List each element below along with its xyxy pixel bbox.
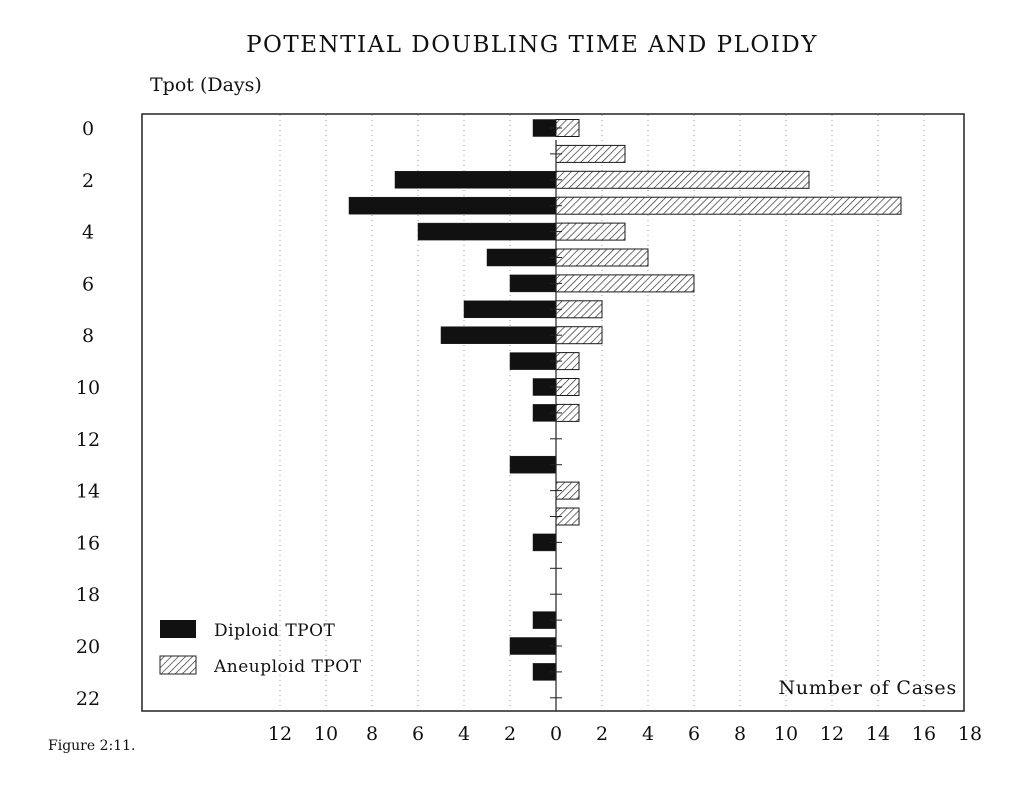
x-tick-label-left: 10 (313, 723, 339, 745)
aneuploid-bar-day-6 (556, 275, 694, 292)
x-tick-label-left: 2 (503, 723, 517, 745)
y-tick-label: 6 (81, 273, 95, 296)
y-tick-label: 4 (81, 221, 95, 244)
x-tick-labels (268, 723, 982, 745)
x-tick-label-right: 4 (641, 723, 655, 745)
x-tick-label-right: 2 (595, 723, 609, 745)
diploid-bar-day-6 (510, 275, 556, 292)
x-tick-label-right: 12 (819, 723, 845, 745)
x-tick-label-right: 14 (865, 723, 891, 745)
y-tick-labels (76, 118, 100, 710)
x-tick-label-right: 6 (687, 723, 701, 745)
diploid-bar-day-20 (510, 638, 556, 655)
aneuploid-bar-day-8 (556, 327, 602, 344)
x-tick-label-left: 8 (365, 723, 379, 745)
diploid-bar-day-9 (510, 353, 556, 370)
y-tick-label: 20 (75, 636, 101, 658)
aneuploid-bar-day-2 (556, 171, 809, 188)
y-tick-label: 22 (75, 687, 101, 710)
x-tick-label-right: 0 (549, 723, 563, 745)
y-axis-label: Tpot (Days) (150, 74, 262, 96)
diploid-bar-day-2 (395, 171, 556, 188)
diploid-bar-day-8 (441, 327, 556, 344)
legend-label-diploid: Diploid TPOT (214, 621, 336, 641)
x-tick-label-right: 18 (957, 723, 983, 745)
diploid-bar-day-4 (418, 223, 556, 240)
x-tick-label-left: 12 (267, 723, 293, 745)
aneuploid-bar-day-7 (556, 301, 602, 318)
x-tick-label-right: 8 (733, 723, 747, 745)
figure-caption: Figure 2:11. (48, 738, 136, 754)
y-tick-label: 2 (81, 169, 95, 192)
diploid-bar-day-13 (510, 456, 556, 473)
y-tick-label: 18 (75, 584, 101, 607)
chart-title: POTENTIAL DOUBLING TIME AND PLOIDY (246, 32, 818, 58)
legend-label-aneuploid: Aneuploid TPOT (214, 657, 362, 677)
y-tick-label: 16 (75, 532, 101, 555)
diploid-bar-day-3 (349, 197, 556, 214)
y-tick-label: 10 (75, 377, 101, 399)
aneuploid-bar-day-4 (556, 223, 625, 240)
y-tick-label: 12 (75, 428, 101, 451)
x-axis-label: Number of Cases (778, 677, 957, 699)
aneuploid-bar-day-1 (556, 145, 625, 162)
diploid-bar-day-5 (487, 249, 556, 266)
aneuploid-bar-day-3 (556, 197, 901, 214)
x-tick-label-right: 10 (773, 723, 799, 745)
aneuploid-bars (556, 120, 901, 526)
x-tick-label-left: 4 (457, 723, 471, 745)
legend-swatch-aneuploid (160, 656, 196, 674)
aneuploid-bar-day-5 (556, 249, 648, 266)
legend (160, 620, 362, 677)
x-tick-label-left: 6 (411, 723, 425, 745)
y-tick-label: 0 (81, 118, 95, 140)
x-tick-label-right: 16 (911, 723, 937, 745)
legend-swatch-diploid (160, 620, 196, 638)
diploid-bars (349, 120, 556, 681)
y-tick-label: 14 (75, 480, 101, 503)
diploid-bar-day-7 (464, 301, 556, 318)
y-tick-label: 8 (81, 325, 95, 348)
